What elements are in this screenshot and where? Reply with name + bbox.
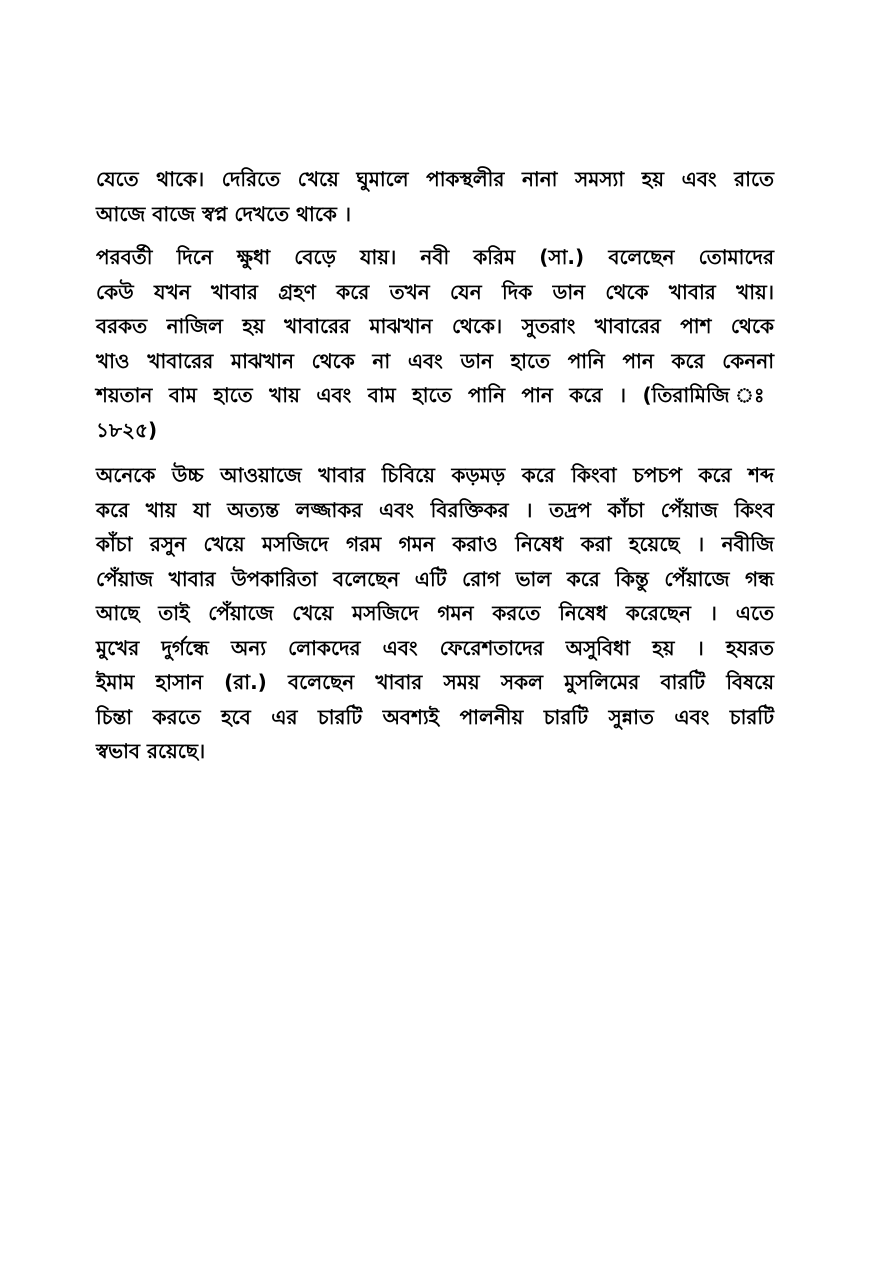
text-line: পেঁয়াজ খাবার উপকারিতা বলেছেন এটি রোগ ভাল করে কিন্তু পেঁয়াজে গন্ধ	[96, 566, 774, 591]
text-line: খাও খাবারের মাঝখান থেকে না এবং ডান হাতে পানি পান করে কেননা	[96, 348, 774, 373]
text-line: পরবর্তী দিনে ক্ষুধা বেড়ে যায়। নবী করিম (সা.) বলেছেন তোমাদের	[96, 245, 774, 269]
text-line: চিন্তা করতে হবে এর চারটি অবশ্যই পালনীয় চারটি সুন্নাত এবং চারটি	[96, 704, 774, 729]
text-line: ইমাম হাসান (রা.) বলেছেন খাবার সময় সকল মুসলিমের বারটি বিষয়ে	[96, 670, 774, 694]
text-line: বরকত নাজিল হয় খাবারের মাঝখান থেকে। সুতরাং খাবারের পাশ থেকে	[96, 314, 774, 338]
text-line: ১৮২৫)	[96, 417, 158, 442]
text-line: আজে বাজে স্বপ্ন দেখতে থাকে ।	[96, 201, 351, 226]
paragraph-1	[96, 162, 774, 231]
text-line: কাঁচা রসুন খেয়ে মসজিদে গরম গমন করাও নিষেধ করা হয়েছে । নবীজি	[96, 532, 774, 556]
paragraph-3	[96, 458, 774, 769]
text-line: স্বভাব রয়েছে।	[96, 739, 206, 763]
text-line: যেতে থাকে। দেরিতে খেয়ে ঘুমালে পাকস্থলীর নানা সমস্যা হয় এবং রাতে	[96, 167, 774, 191]
text-line: আছে তাই পেঁয়াজে খেয়ে মসজিদে গমন করতে নিষেধ করেছেন । এতে	[96, 601, 774, 625]
text-line: শয়তান বাম হাতে খায় এবং বাম হাতে পানি পান করে । (তিরামিজি ঃ	[96, 383, 774, 407]
paragraph-2	[96, 240, 774, 447]
text-line: করে খায় যা অত্যন্ত লজ্জাকর এবং বিরক্তিকর । তদ্রপ কাঁচা পেঁয়াজ কিংব	[96, 497, 774, 522]
text-line: কেউ যখন খাবার গ্রহণ করে তখন যেন দিক ডান থেকে খাবার খায়।	[96, 279, 774, 304]
text-line: মুখের দুর্গন্ধে অন্য লোকদের এবং ফেরেশতাদের অসুবিধা হয় । হযরত	[96, 635, 774, 660]
text-line: অনেকে উচ্চ আওয়াজে খাবার চিবিয়ে কড়মড় করে কিংবা চপচপ করে শব্দ	[96, 463, 774, 487]
